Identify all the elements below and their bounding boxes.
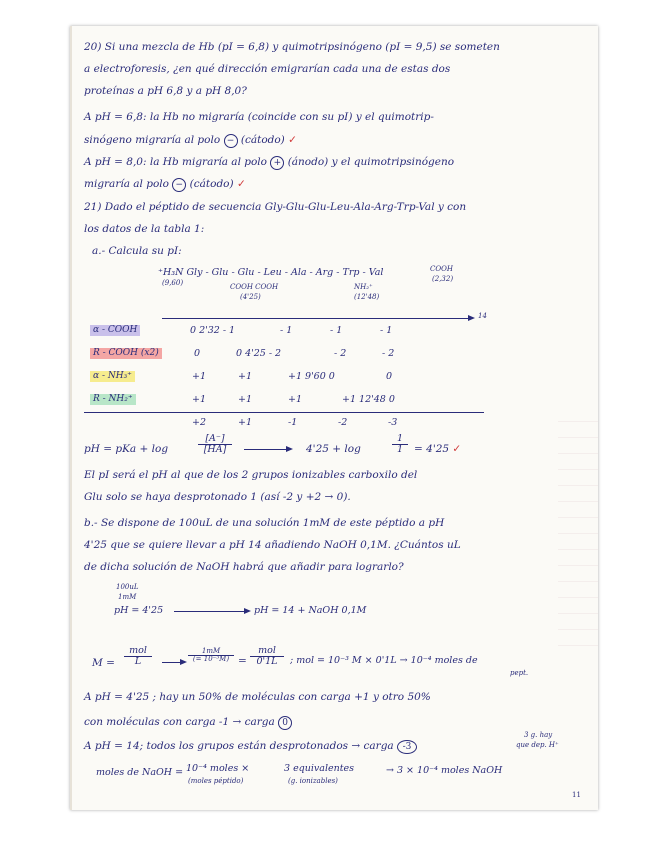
- scheme-concentration: 1mM: [118, 593, 137, 601]
- ph-axis: [162, 318, 470, 319]
- side-nh2: NH₂⁺: [354, 283, 373, 291]
- cell: +1: [238, 394, 253, 405]
- hh-lhs: pH = pKa + log: [84, 443, 169, 455]
- cell: +1 9'60 0: [288, 371, 335, 382]
- ruled-background: [558, 406, 598, 646]
- q20-answer-2a-text: A pH = 8,0: la Hb migraría al polo: [84, 156, 267, 168]
- total-charge: -3: [388, 417, 398, 428]
- page-number: 11: [572, 791, 581, 799]
- pi-text-1: El pI será el pH al que de los 2 grupos ionizables carboxilo del: [84, 469, 418, 481]
- cell: - 1: [330, 325, 343, 336]
- hh-fraction-2: [392, 434, 408, 454]
- q20-line-2: a electroforesis, ¿en qué dirección emigrarían cada una de estas dos: [84, 63, 451, 75]
- hh-mid: 4'25 + log: [306, 443, 361, 455]
- scheme-start: pH = 4'25: [114, 605, 164, 616]
- page-margin: [70, 26, 72, 810]
- cell: +1 12'48 0: [342, 394, 395, 405]
- notebook-page: [70, 26, 598, 810]
- final-label: moles de NaOH =: [96, 767, 184, 778]
- final-equivalents: 3 equivalentes: [284, 763, 355, 774]
- scheme-volume: 100uL: [116, 583, 139, 591]
- q20-answer-1b-pole: (cátodo): [240, 134, 285, 146]
- check-icon: ✓: [236, 178, 246, 190]
- ph-axis-arrow: [468, 315, 475, 321]
- minus-pole-icon: −: [224, 134, 238, 148]
- side-cooh: COOH COOH: [230, 283, 279, 291]
- ph425-line-2-text: con moléculas con carga -1 → carga: [84, 716, 275, 728]
- q20-answer-2a-rest: (ánodo) y el quimotripsinógeno: [287, 156, 455, 168]
- cell: +1: [288, 394, 303, 405]
- final-moles: 10⁻⁴ moles ×: [186, 763, 250, 774]
- q20-answer-2a: [84, 156, 454, 170]
- m-mid-numerator: 1mM: [201, 647, 221, 655]
- final-moles-sub: (moles péptido): [188, 777, 244, 785]
- m-rhs-fraction: [250, 646, 284, 666]
- cell: - 2: [382, 348, 395, 359]
- m-numerator: mol: [129, 645, 147, 656]
- m-mid-denominator: (= 10⁻³M): [188, 655, 234, 663]
- q21-b-line-1: b.- Se dispone de 100uL de una solución 1mM de este péptido a pH: [84, 517, 445, 529]
- hh-arrow-head: [286, 446, 293, 452]
- q20-answer-1b-text: sinógeno migraría al polo: [84, 134, 221, 146]
- q20-answer-2b: [84, 178, 246, 192]
- m-rhs-numerator: mol: [258, 645, 276, 656]
- equals-sign: =: [238, 655, 247, 667]
- nh3-pka: (9,60): [162, 279, 184, 287]
- cell: 0 4'25 - 2: [236, 348, 282, 359]
- q21-b-line-3: de dicha solución de NaOH habrá que añadir para lograrlo?: [84, 561, 404, 573]
- check-icon: ✓: [288, 134, 297, 146]
- cell: 0: [386, 371, 393, 382]
- scheme-arrow-head: [244, 608, 251, 614]
- q20-answer-1a: A pH = 6,8: la Hb no migraría (coincide con su pI) y el quimotrip-: [84, 111, 434, 123]
- table-total-line: [84, 412, 484, 413]
- scheme-arrow: [174, 611, 246, 612]
- m-lhs: M =: [92, 657, 115, 669]
- hh-denominator: [HA]: [198, 444, 232, 455]
- ph14-line: [84, 740, 417, 754]
- final-result: → 3 × 10⁻⁴ moles NaOH: [386, 765, 503, 776]
- m-arrow-head: [180, 659, 187, 665]
- ph14-note-2: que dep. H⁺: [516, 741, 559, 749]
- cooh-terminal-pka: (2,32): [432, 275, 454, 283]
- peptide-chain: ⁺H₃N Gly - Glu - Glu - Leu - Ala - Arg - Trp - Val: [158, 267, 384, 278]
- m-rhs-denominator: 0'1L: [250, 656, 284, 667]
- charge-zero-circle: 0: [278, 716, 292, 730]
- cell: - 1: [380, 325, 393, 336]
- q21-b-line-2: 4'25 que se quiere llevar a pH 14 añadiendo NaOH 0,1M. ¿Cuántos uL: [84, 539, 461, 551]
- m-mid-fraction: [188, 648, 234, 663]
- minus-pole-icon: −: [172, 178, 186, 192]
- hh-result-value: = 4'25: [414, 443, 450, 455]
- ph-axis-end: 14: [478, 312, 487, 320]
- m-fraction: [124, 646, 152, 666]
- cooh-terminal: COOH: [430, 265, 453, 273]
- hh-fraction: [198, 434, 232, 454]
- q20-answer-2b-pole: (cátodo): [189, 178, 234, 190]
- q20-line-3: proteínas a pH 6,8 y a pH 8,0?: [84, 85, 247, 97]
- hh-denominator-2: 1: [392, 444, 408, 455]
- hh-arrow: [244, 449, 288, 450]
- ph14-note-1: 3 g. hay: [524, 731, 553, 739]
- cell: - 1: [280, 325, 293, 336]
- hh-numerator: [A⁻]: [205, 433, 225, 444]
- pi-text-2: Glu solo se haya desprotonado 1 (así -2 y +2 → 0).: [84, 491, 351, 503]
- total-charge: -2: [338, 417, 348, 428]
- q20-answer-1b: [84, 134, 297, 148]
- cell: 0: [194, 348, 201, 359]
- cell: 0 2'32 - 1: [190, 325, 236, 336]
- cell: +1: [192, 394, 207, 405]
- row-label-alpha-nh3: α - NH₃⁺: [90, 371, 135, 382]
- final-equivalents-sub: (g. ionizables): [288, 777, 338, 785]
- mol-pept: pept.: [510, 669, 529, 677]
- m-arrow: [162, 662, 182, 663]
- q21-line-2: los datos de la tabla 1:: [84, 223, 205, 235]
- total-charge: +2: [192, 417, 207, 428]
- row-label-r-cooh: R - COOH (x2): [90, 348, 162, 359]
- q20-answer-2b-text: migraría al polo: [84, 178, 169, 190]
- check-icon: ✓: [452, 443, 462, 455]
- ph14-line-text: A pH = 14; todos los grupos están desprotonados → carga: [84, 740, 394, 752]
- hh-result: [414, 444, 461, 455]
- cell: - 2: [334, 348, 347, 359]
- scheme-end: pH = 14 + NaOH 0,1M: [254, 605, 367, 616]
- cell: +1: [192, 371, 207, 382]
- m-denominator: L: [124, 656, 152, 667]
- q21-a-title: a.- Calcula su pI:: [92, 245, 182, 257]
- plus-pole-icon: +: [270, 156, 284, 170]
- side-nh2-pka: (12'48): [354, 293, 380, 301]
- total-charge: -1: [288, 417, 298, 428]
- cell: +1: [238, 371, 253, 382]
- mol-equation: ; mol = 10⁻³ M × 0'1L → 10⁻⁴ moles de: [290, 655, 478, 666]
- q21-line-1: 21) Dado el péptido de secuencia Gly-Glu-Glu-Leu-Ala-Arg-Trp-Val y con: [84, 201, 467, 213]
- charge-minus3-circle: -3: [397, 740, 417, 754]
- q20-line-1: 20) Si una mezcla de Hb (pI = 6,8) y quimotripsinógeno (pI = 9,5) se someten: [84, 41, 500, 53]
- side-cooh-pka: (4'25): [240, 293, 261, 301]
- row-label-alpha-cooh: α - COOH: [90, 325, 140, 336]
- total-charge: +1: [238, 417, 253, 428]
- hh-numerator-2: 1: [396, 433, 404, 444]
- row-label-r-nh2: R - NH₂⁺: [90, 394, 136, 405]
- ph425-line-1: A pH = 4'25 ; hay un 50% de moléculas con carga +1 y otro 50%: [84, 691, 431, 703]
- ph425-line-2: [84, 716, 292, 730]
